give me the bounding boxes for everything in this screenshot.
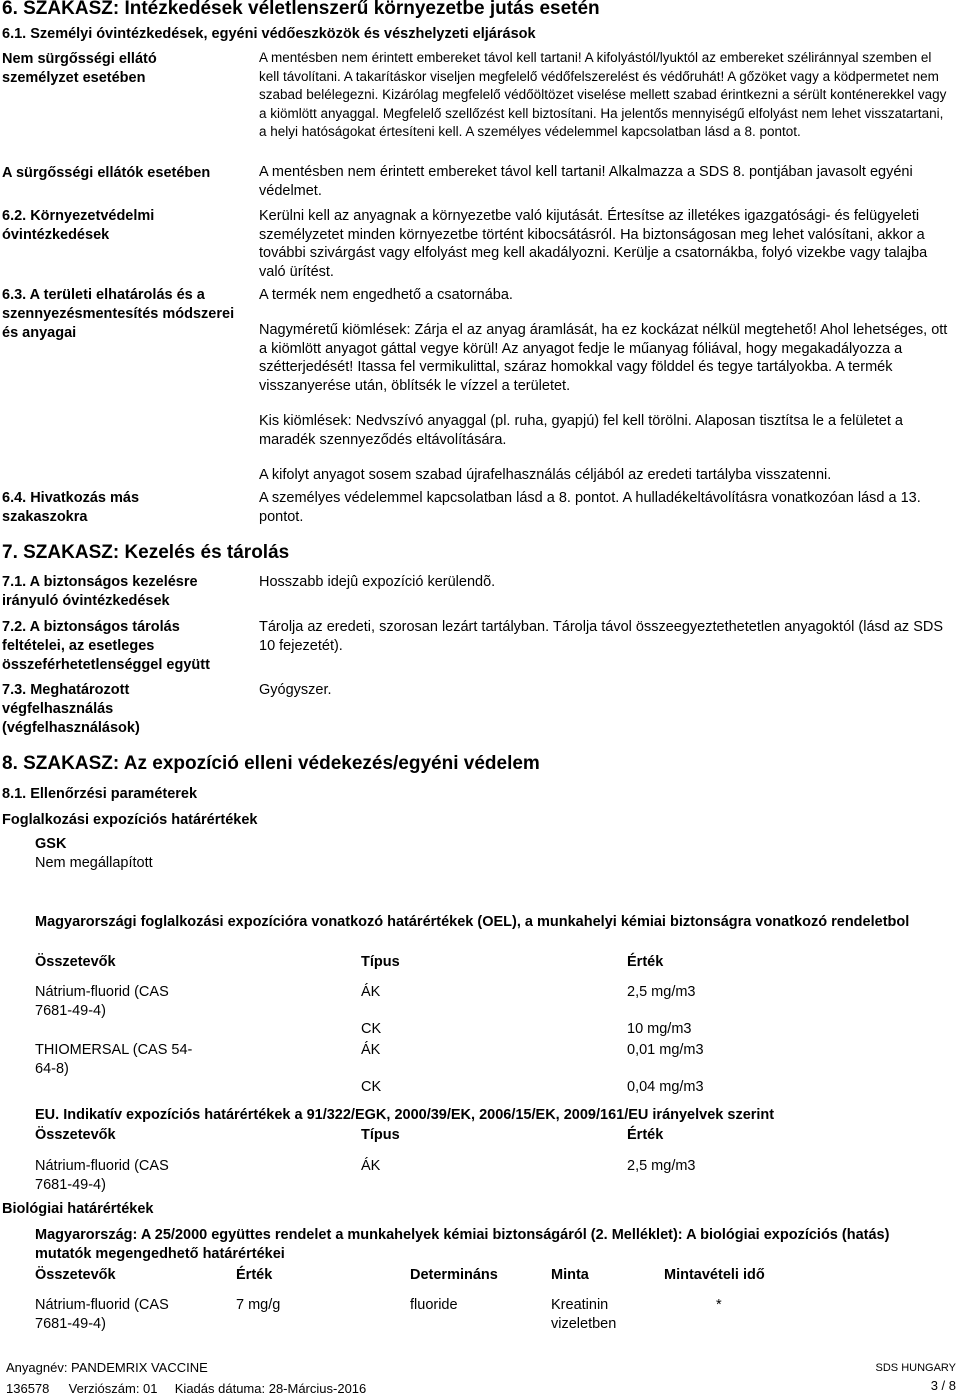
table-row-value: 10 mg/m3 — [627, 1021, 692, 1037]
containment-text-reuse: A kifolyt anyagot sosem szabad újrafelhasználás céljából az eredeti tartályba visszatenni. — [259, 467, 832, 483]
table-row-component: Nátrium-fluorid (CAS 7681-49-4) — [35, 1297, 169, 1332]
table-row-type: CK — [361, 1021, 382, 1037]
eu-oel-table-title: EU. Indikatív expozíciós határértékek a 91/322/EGK, 2000/39/EK, 2006/15/EK, 2009/161/EU irányelvek szerint — [35, 1107, 775, 1123]
table-row-value: 2,5 mg/m3 — [627, 984, 696, 1000]
handling-text: Hosszabb idejû expozíció kerülendõ. — [259, 574, 496, 590]
containment-label: 6.3. A területi elhatárolás és a szennyezésmentesítés módszerei és anyagai — [2, 287, 235, 341]
footer-issue-date: Kiadás dátuma: 28-Március-2016 — [174, 1381, 367, 1396]
table-row-determinant: fluoride — [410, 1297, 458, 1313]
containment-text-1: A termék nem engedhető a csatornába. — [259, 287, 513, 303]
eu-oel-header-value: Érték — [627, 1127, 664, 1143]
environmental-precautions-label: 6.2. Környezetvédelmi óvintézkedések — [2, 208, 155, 243]
table-row-component: Nátrium-fluorid (CAS 7681-49-4) — [35, 984, 169, 1019]
hu-oel-table-title: Magyarországi foglalkozási expozícióra vonatkozó határértékek (OEL), a munkahelyi kémiai biztonságra vonatkozó rendeletbol — [35, 914, 910, 930]
table-row-type: ÁK — [361, 1042, 381, 1058]
hu-oel-header-type: Típus — [361, 954, 400, 970]
storage-text: Tárolja az eredeti, szorosan lezárt tartályban. Tárolja távol összeegyeztethetetlen anyagoktól (lásd az SDS 10 fejezetét). — [259, 619, 944, 654]
footer-sds-label: SDS HUNGARY — [875, 1362, 956, 1374]
eu-oel-header-type: Típus — [361, 1127, 400, 1143]
environmental-precautions-text: Kerülni kell az anyagnak a környezetbe való kijutását. Értesítse az illetékes igazgatósági- és felügyeleti személyzetet minden környezetbe történt kibocsátásról. Ha biztonságosan meg lehet valósítani, akkor a további szivárgást vagy elfolyást meg kell akadályozni. Kerülje a csatornákba, folyó vizekbe vagy talajba való ürítést. — [259, 208, 928, 280]
table-row-value: 7 mg/g — [236, 1297, 281, 1313]
emergency-label: A sürgősségi ellátók esetében — [2, 165, 211, 181]
nonemergency-text: A mentésben nem érintett embereket távol kell tartani! A kifolyástól/lyuktól az embereket széliránnyal szemben el kell távolítani. A takarításkor viseljen megfelelő védőfelszerelést és védőruhát! A gőzöket vagy a ködpermetet nem szabad belélegezni. Kizárólag megfelelő védőöltözet viselése mellett szabad érintkezni a sérült konténerekkel vagy a kiömlött anyaggal. Megfelelő szellőzést kell biztosítani. Ha jelentős mennyiségű elfolyást nem lehet visszatartani, a helyi hatóságokat értesíteni kell. A személyes védelemmel kapcsolatban lásd a 8. pontot. — [259, 50, 947, 140]
bio-header-sample: Minta — [551, 1267, 589, 1283]
bio-header-value: Érték — [236, 1267, 273, 1283]
reference-text: A személyes védelemmel kapcsolatban lásd a 8. pontot. A hulladékeltávolításra vonatkozóan lásd a 13. pontot. — [259, 490, 921, 525]
table-row-value: 0,01 mg/m3 — [627, 1042, 704, 1058]
containment-text-large-spills: Nagyméretű kiömlések: Zárja el az anyag áramlását, ha ez kockázat nélkül megtehető! Ahol lehetséges, ott a kiömlött anyagot gáttal vegye körül! Az anyagot fedje le műanyag fóliával, hogy megakadályozza a szétterjedését! Itassa fel vermikulittal, száraz homokkal vagy földdel és tegye tartályokba. A termék visszanyerése után, öblítsék le vízzel a területet. — [259, 322, 948, 394]
section7-title: 7. SZAKASZ: Kezelés és tárolás — [2, 542, 290, 563]
footer-product: Anyagnév: PANDEMRIX VACCINE — [6, 1360, 208, 1375]
emergency-text: A mentésben nem érintett embereket távol kell tartani! Alkalmazza a SDS 8. pontjában javasolt egyéni védelmet. — [259, 164, 913, 199]
subsection-6-1-title: 6.1. Személyi óvintézkedések, egyéni védőeszközök és vészhelyzeti eljárások — [2, 26, 536, 42]
table-row-sample: Kreatinin vizeletben — [551, 1297, 617, 1332]
storage-label: 7.2. A biztonságos tárolás feltételei, az esetleges összeférhetetlenséggel együtt — [2, 619, 210, 673]
bio-header-sampling-time: Mintavételi idő — [664, 1267, 765, 1283]
hu-oel-header-component: Összetevők — [35, 954, 116, 970]
table-row-component: Nátrium-fluorid (CAS 7681-49-4) — [35, 1158, 169, 1193]
end-use-text: Gyógyszer. — [259, 682, 332, 698]
table-row-value: 2,5 mg/m3 — [627, 1158, 696, 1174]
bio-header-determinant: Determináns — [410, 1267, 498, 1283]
table-row-type: ÁK — [361, 1158, 381, 1174]
end-use-label: 7.3. Meghatározott végfelhasználás (végfelhasználások) — [2, 682, 140, 736]
table-row-value: 0,04 mg/m3 — [627, 1079, 704, 1095]
section6-title: 6. SZAKASZ: Intézkedések véletlenszerű környezetbe jutás esetén — [2, 0, 600, 19]
reference-label: 6.4. Hivatkozás más szakaszokra — [2, 490, 140, 525]
hu-oel-header-value: Érték — [627, 954, 664, 970]
table-row-type: ÁK — [361, 984, 381, 1000]
oel-heading: Foglalkozási expozíciós határértékek — [2, 812, 258, 828]
bio-table-title: Magyarország: A 25/2000 együttes rendelet a munkahelyek kémiai biztonságáról (2. Melléklet): A biológiai expozíciós (hatás) mutatók megengedhető határértékei — [35, 1227, 890, 1262]
nonemergency-label: Nem sürgősségi ellátó személyzet esetében — [2, 51, 157, 86]
bio-header-component: Összetevők — [35, 1267, 116, 1283]
eu-oel-header-component: Összetevők — [35, 1127, 116, 1143]
footer-doc-number: 136578 — [6, 1381, 50, 1396]
bio-heading: Biológiai határértékek — [2, 1201, 154, 1217]
footer-version: Verziószám: 01 — [68, 1381, 158, 1396]
table-row-component: THIOMERSAL (CAS 54-64-8) — [35, 1042, 193, 1077]
containment-text-small-spills: Kis kiömlések: Nedvszívó anyaggal (pl. ruha, gyapjú) fel kell törölni. Alaposan tisztítsa le a felületet a maradék szennyeződés eltávolítására. — [259, 413, 903, 448]
gsk-label: GSK — [35, 836, 67, 852]
handling-label: 7.1. A biztonságos kezelésre irányuló óvintézkedések — [2, 574, 198, 609]
gsk-value: Nem megállapított — [35, 855, 153, 871]
table-row-sampling-time: * — [716, 1297, 722, 1313]
subsection-8-1-title: 8.1. Ellenőrzési paraméterek — [2, 786, 198, 802]
table-row-type: CK — [361, 1079, 382, 1095]
footer-page-number: 3 / 8 — [930, 1378, 956, 1393]
section8-title: 8. SZAKASZ: Az expozíció elleni védekezés/egyéni védelem — [2, 753, 540, 774]
